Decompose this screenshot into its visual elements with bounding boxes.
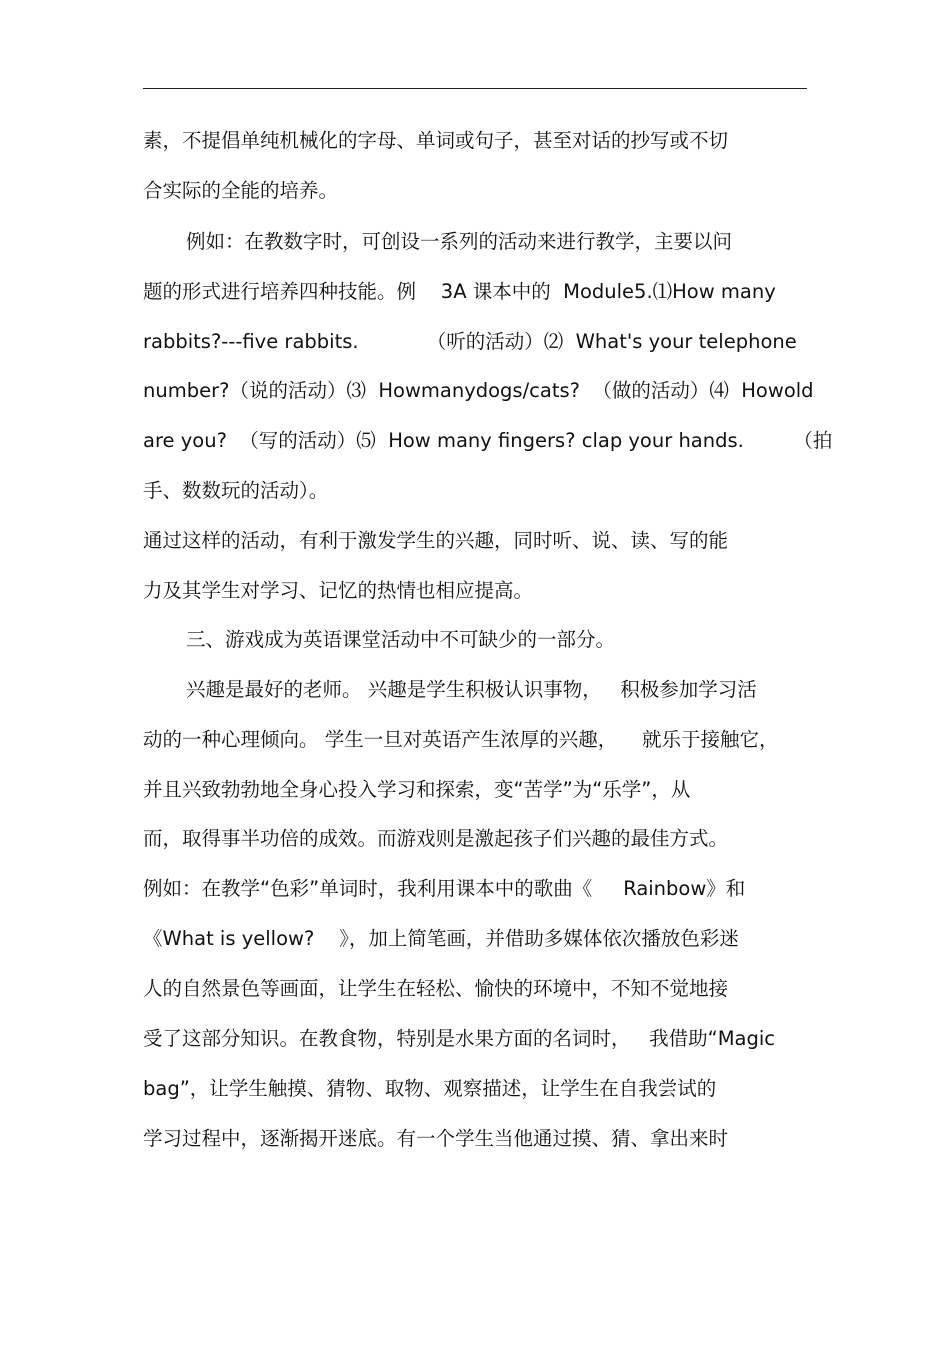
text-line-10: 力及其学生对学习、记忆的热情也相应提高。 bbox=[143, 579, 534, 602]
text-line-8: 手、数数玩的活动）。 bbox=[143, 479, 329, 502]
text-line-3: 例如：在教数字时，可创设一系列的活动来进行教学，主要以问 bbox=[186, 230, 733, 253]
text-line-2: 合实际的全能的培养。 bbox=[143, 179, 339, 202]
text-line-21: 学习过程中，逐渐揭开迷底。有一个学生当他通过摸、猜、拿出来时 bbox=[143, 1127, 729, 1150]
text-line-15: 而，取得事半功倍的成效。而游戏则是激起孩子们兴趣的最佳方式。 bbox=[143, 827, 729, 850]
text-line-17: 《What is yellow? 》，加上简笔画，并借助多媒体依次播放色彩迷 bbox=[143, 927, 739, 950]
section-heading: 三、游戏成为英语课堂活动中不可缺少的一部分。 bbox=[186, 628, 616, 651]
text-line-9: 通过这样的活动，有利于激发学生的兴趣，同时听、说、读、写的能 bbox=[143, 529, 729, 552]
text-line-5: rabbits?---five rabbits. （听的活动）⑵ What's your telephone bbox=[143, 330, 797, 353]
text-line-19: 受了这部分知识。在教食物，特别是水果方面的名词时， 我借助“Magic bbox=[143, 1027, 775, 1050]
text-line-4: 题的形式进行培养四种技能。例 3A 课本中的 Module5.⑴How many bbox=[143, 280, 776, 303]
text-line-12: 兴趣是最好的老师。 兴趣是学生积极认识事物， 积极参加学习活 bbox=[186, 678, 757, 701]
text-line-13: 动的一种心理倾向。 学生一旦对英语产生浓厚的兴趣， 就乐于接触它， bbox=[143, 728, 779, 751]
text-line-7: are you? （写的活动）⑸ How many fingers? clap your hands. （拍 bbox=[143, 429, 833, 452]
text-line-18: 人的自然景色等画面，让学生在轻松、愉快的环境中，不知不觉地接 bbox=[143, 977, 729, 1000]
text-line-20: bag”，让学生触摸、猜物、取物、观察描述，让学生在自我尝试的 bbox=[143, 1077, 717, 1100]
text-line-6: number?（说的活动）⑶ Howmanydogs/cats? （做的活动）⑷ Howold bbox=[143, 379, 814, 402]
text-line-16: 例如：在教学“色彩”单词时，我利用课本中的歌曲《 Rainbow》和 bbox=[143, 877, 746, 900]
header-rule bbox=[143, 88, 807, 89]
text-line-14: 并且兴致勃勃地全身心投入学习和探索，变“苦学”为“乐学”，从 bbox=[143, 778, 691, 801]
text-line-1: 素，不提倡单纯机械化的字母、单词或句子，甚至对话的抄写或不切 bbox=[143, 129, 729, 152]
